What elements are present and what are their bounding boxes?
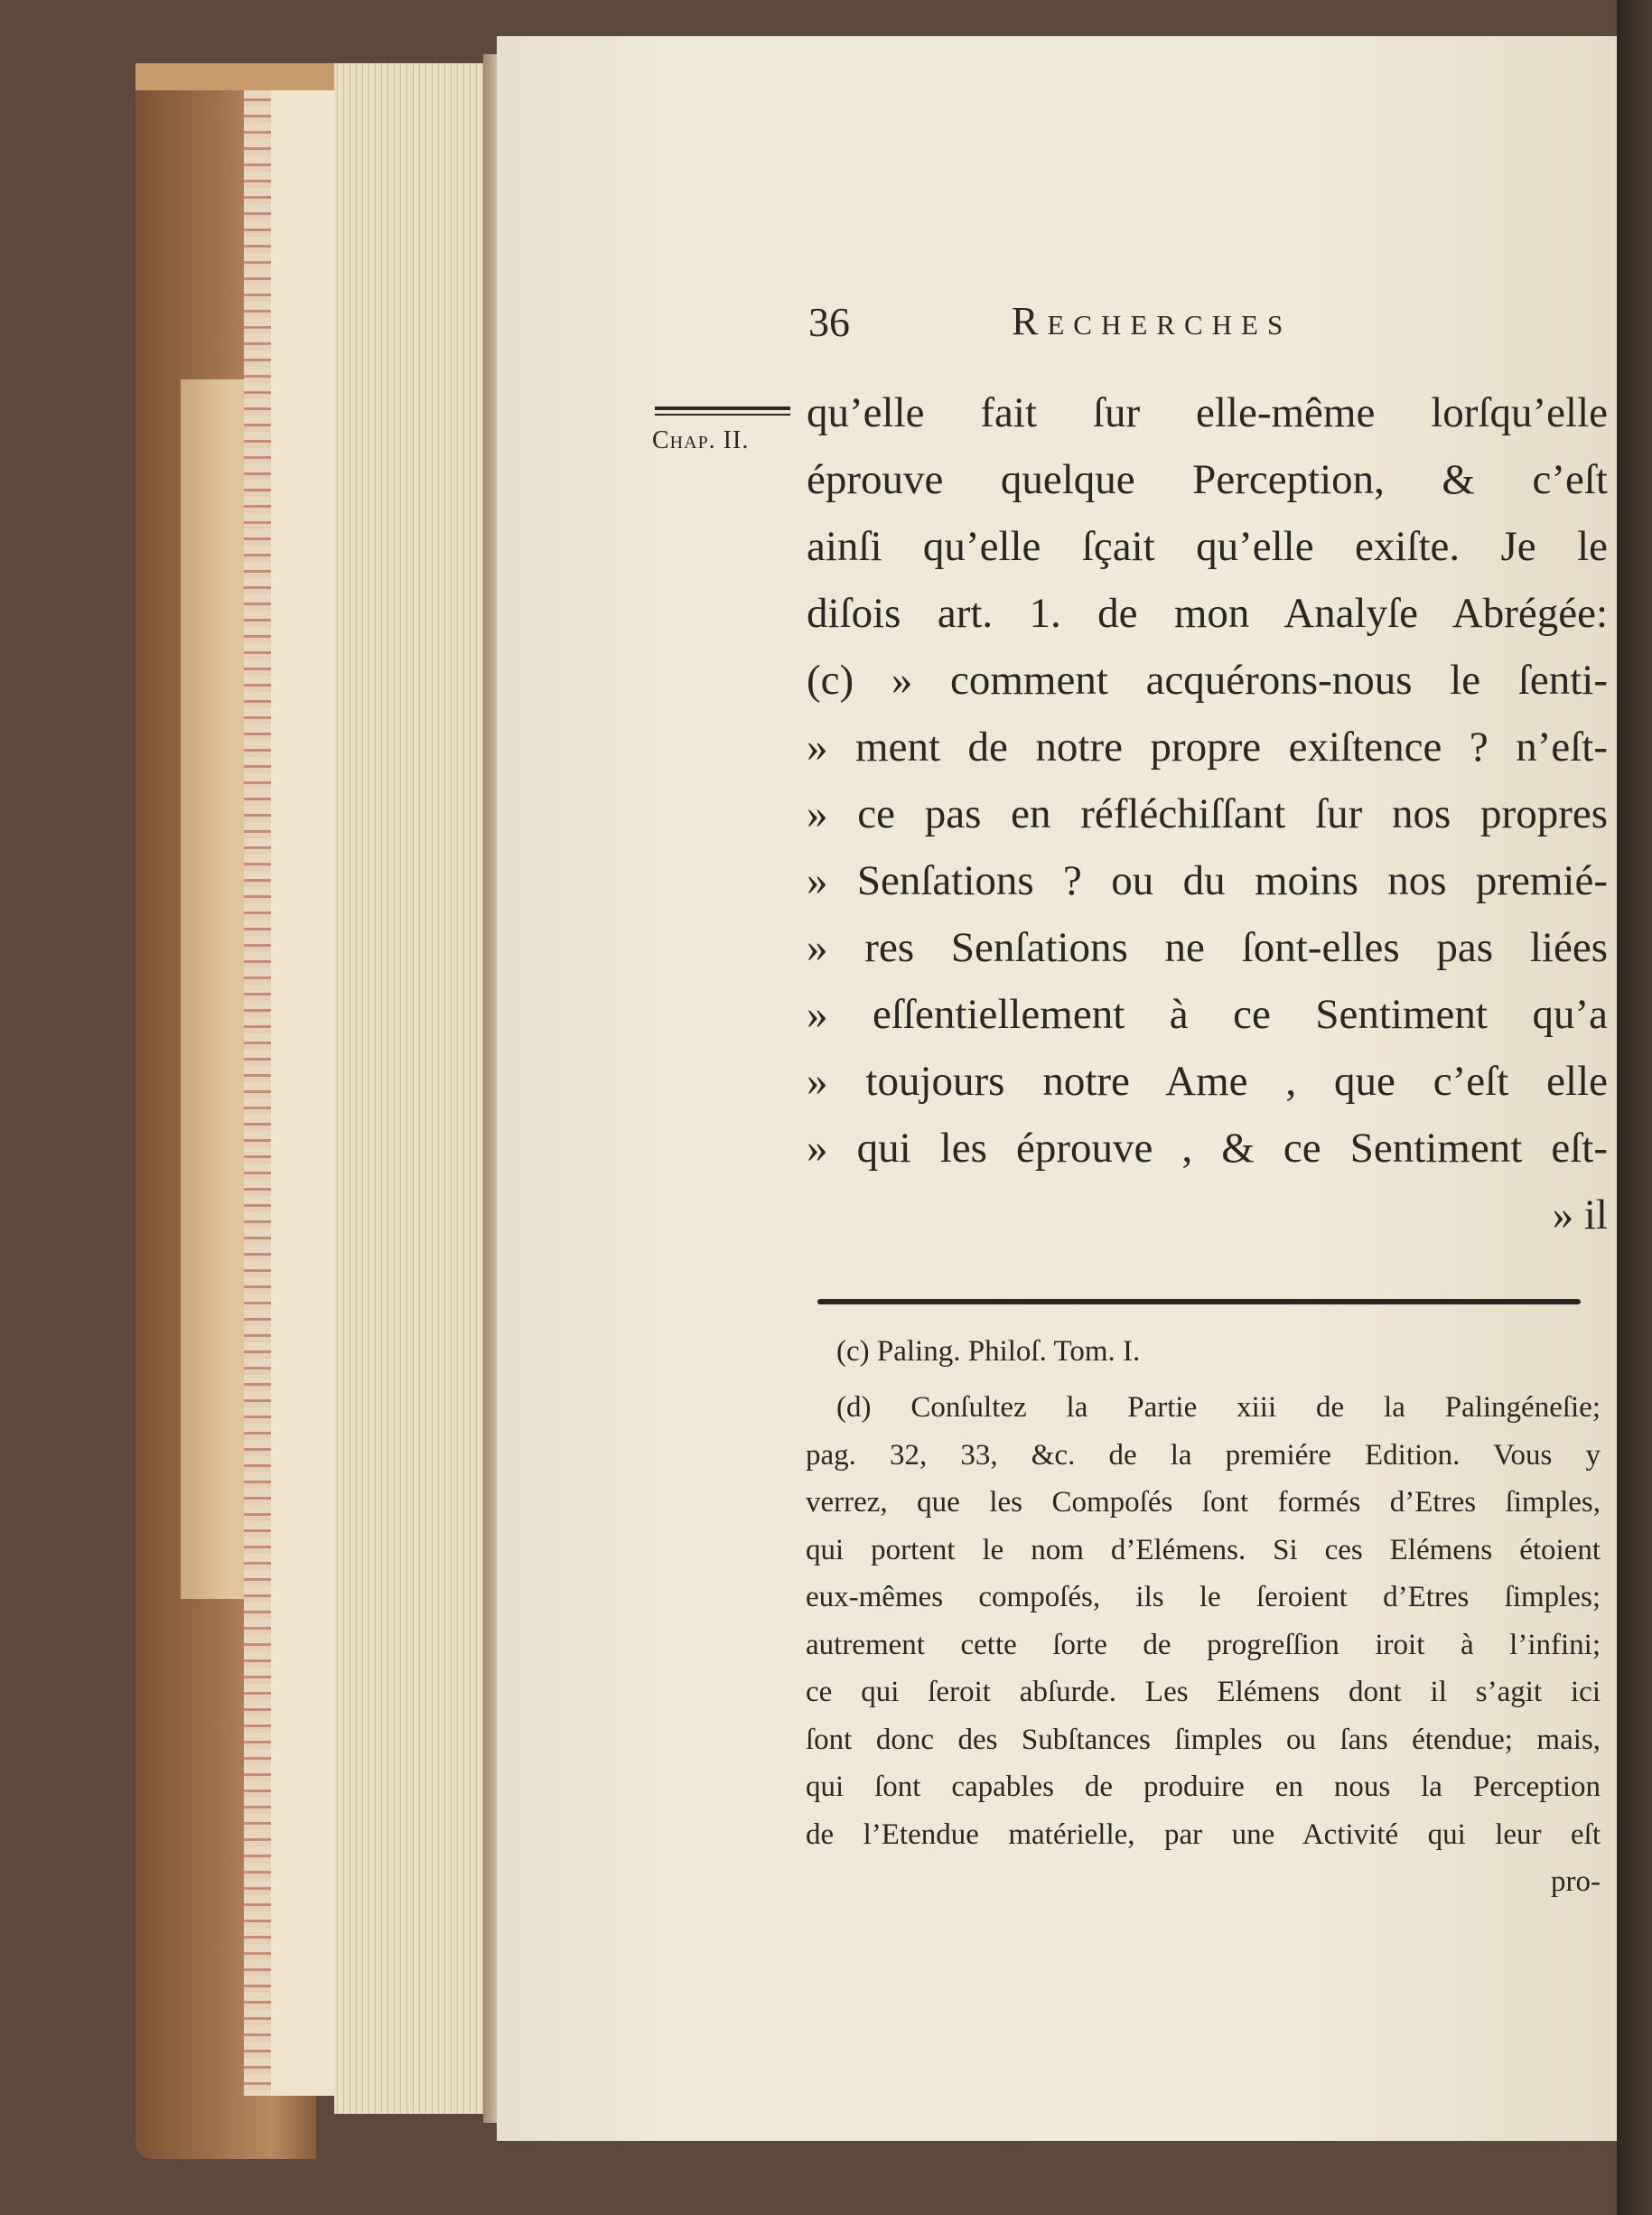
body-line: » eſſentiellement à ce Sentiment qu’a — [807, 991, 1608, 1038]
footnote-d-line: ſont donc des Subſtances ſimples ou ſans étendue; mais, — [806, 1723, 1601, 1756]
page-edge-leaf — [271, 90, 334, 2096]
running-title: Recherches — [1012, 299, 1293, 343]
body-line: » Senſations ? ou du moins nos premié- — [807, 857, 1608, 904]
body-line-catchword: » il — [1552, 1192, 1608, 1238]
running-head — [808, 298, 1585, 352]
page-right-shadow — [1617, 0, 1652, 2215]
body-line: » ment de notre propre exiſtence ? n’eſt- — [807, 724, 1608, 771]
footnote-d-line: de l’Etendue matérielle, par une Activité qui leur eſt — [806, 1818, 1601, 1851]
body-line: ainſi qu’elle ſçait qu’elle exiſte. Je le — [807, 523, 1608, 570]
footnote-d-line: pag. 32, 33, &c. de la premiére Edition. Vous y — [806, 1438, 1601, 1472]
footnote-d-line: eux-mêmes compoſés, ils le ſeroient d’Etres ſimples; — [806, 1581, 1601, 1613]
body-line: » ce pas en réfléchiſſant ſur nos propres — [807, 790, 1608, 837]
footnote-d-line: ce qui ſeroit abſurde. Les Elémens dont il s’agit ici — [806, 1676, 1601, 1708]
body-line: éprouve quelque Perception, & c’eſt — [807, 456, 1608, 503]
body-line: » res Senſations ne ſont-elles pas liées — [807, 924, 1608, 971]
body-line: qu’elle fait ſur elle-même lorſqu’elle — [807, 389, 1608, 436]
footnote-d-line: autrement cette ſorte de progreſſion iroit à l’infini; — [806, 1628, 1601, 1661]
footnote-c: (c) Paling. Philoſ. Tom. I. — [836, 1335, 1141, 1368]
margin-note — [652, 399, 797, 455]
body-line: (c) » comment acquérons-nous le ſenti- — [807, 657, 1608, 704]
footnote-catchword: pro- — [1551, 1865, 1601, 1898]
margin-rule-thin — [655, 414, 790, 416]
body-line: diſois art. 1. de mon Analyſe Abrégée: — [807, 590, 1608, 637]
footnote-d-line: verrez, que les Compoſés ſont formés d’Etres ſimples, — [806, 1486, 1601, 1519]
footnote-d-line: qui portent le nom d’Elémens. Si ces Elémens étoient — [806, 1533, 1601, 1566]
page-block-stack — [334, 63, 488, 2114]
footnotes — [806, 1319, 1601, 1906]
body-text — [807, 379, 1608, 1248]
footnote-separator — [817, 1299, 1581, 1304]
body-line: » toujours notre Ame , que c’eſt elle — [807, 1058, 1608, 1105]
margin-rule-thick — [655, 407, 790, 410]
page-edge-marbled — [244, 90, 271, 2096]
page-number: 36 — [808, 299, 850, 345]
body-line: » qui les éprouve , & ce Sentiment eſt- — [807, 1125, 1608, 1172]
chapter-label: Chap. II. — [652, 426, 750, 454]
footnote-d-line: qui ſont capables de produire en nous la Perception — [806, 1771, 1601, 1803]
footnote-d-line: (d) Conſultez la Partie xiii de la Palingéneſie; — [836, 1391, 1601, 1424]
